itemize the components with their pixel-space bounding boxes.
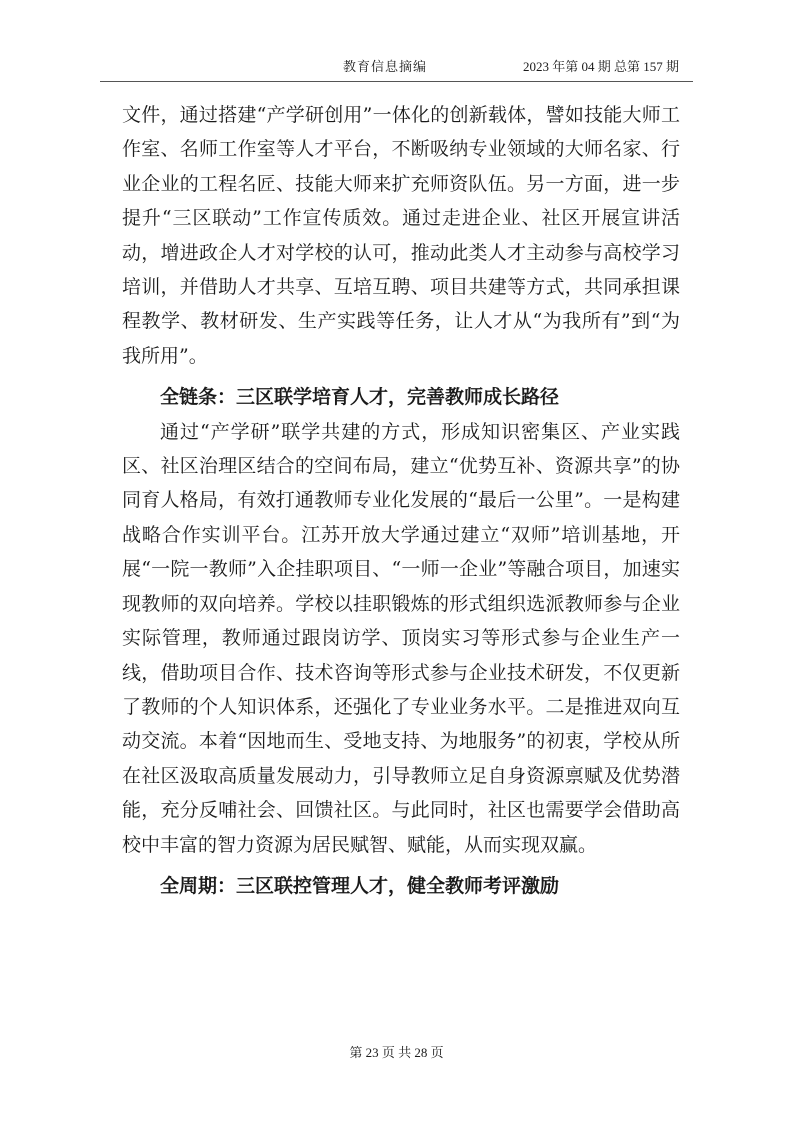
publication-title: 教育信息摘编 [343, 59, 428, 74]
paragraph-continuation: 文件，通过搭建“产学研创用”一体化的创新载体，譬如技能大师工作室、名师工作室等人才平台，不断吸纳专业领域的大师名家、行业企业的工程名匠、技能大师来扩充师资队伍。另一方面，进一步提升“三区联动”工作宣传质效。通过走进企业、社区开展宣讲活动，增进政企人才对学校的认可，推动此类人才主动参与高校学习培训，并借助人才共享、互培互聘、项目共建等方式，共同承担课程教学、教材研发、生产实践等任务，让人才从“为我所有”到“为我所用”。 [122, 104, 680, 367]
paragraph-full-chain: 通过“产学研”联学共建的方式，形成知识密集区、产业实践区、社区治理区结合的空间布局，建立“优势互补、资源共享”的协同育人格局，有效打通教师专业化发展的“最后一公里”。一是构建战略合作实训平台。江苏开放大学通过建立“双师”培训基地，开展“一院一教师”入企挂职项目、“一师一企业”等融合项目，加速实现教师的双向培养。学校以挂职锻炼的形式组织选派教师参与企业实际管理，教师通过跟岗访学、顶岗实习等形式参与企业生产一线，借助项目合作、技术咨询等形式参与企业技术研发，不仅更新了教师的个人知识体系，还强化了专业业务水平。二是推进双向互动交流。本着“因地而生、受地支持、为地服务”的初衷，学校从所在社区汲取高质量发展动力，引导教师立足自身资源禀赋及优势潜能，充分反哺社会、回馈社区。与此同时，社区也需要学会借助高校中丰富的智力资源为居民赋智、赋能，从而实现双赢。 [122, 420, 680, 856]
spacer [122, 862, 680, 869]
section-heading-full-cycle: 全周期：三区联控管理人才，健全教师考评激励 [160, 874, 560, 897]
page-header [0, 56, 793, 76]
article-body [122, 98, 680, 903]
issue-number: 2023 年第 04 期 总第 157 期 [523, 59, 680, 74]
spacer [122, 373, 680, 380]
page-footer: 第 23 页 共 28 页 [349, 1045, 444, 1060]
header-divider [100, 81, 693, 82]
section-heading-full-chain: 全链条：三区联学培育人才，完善教师成长路径 [160, 386, 560, 409]
